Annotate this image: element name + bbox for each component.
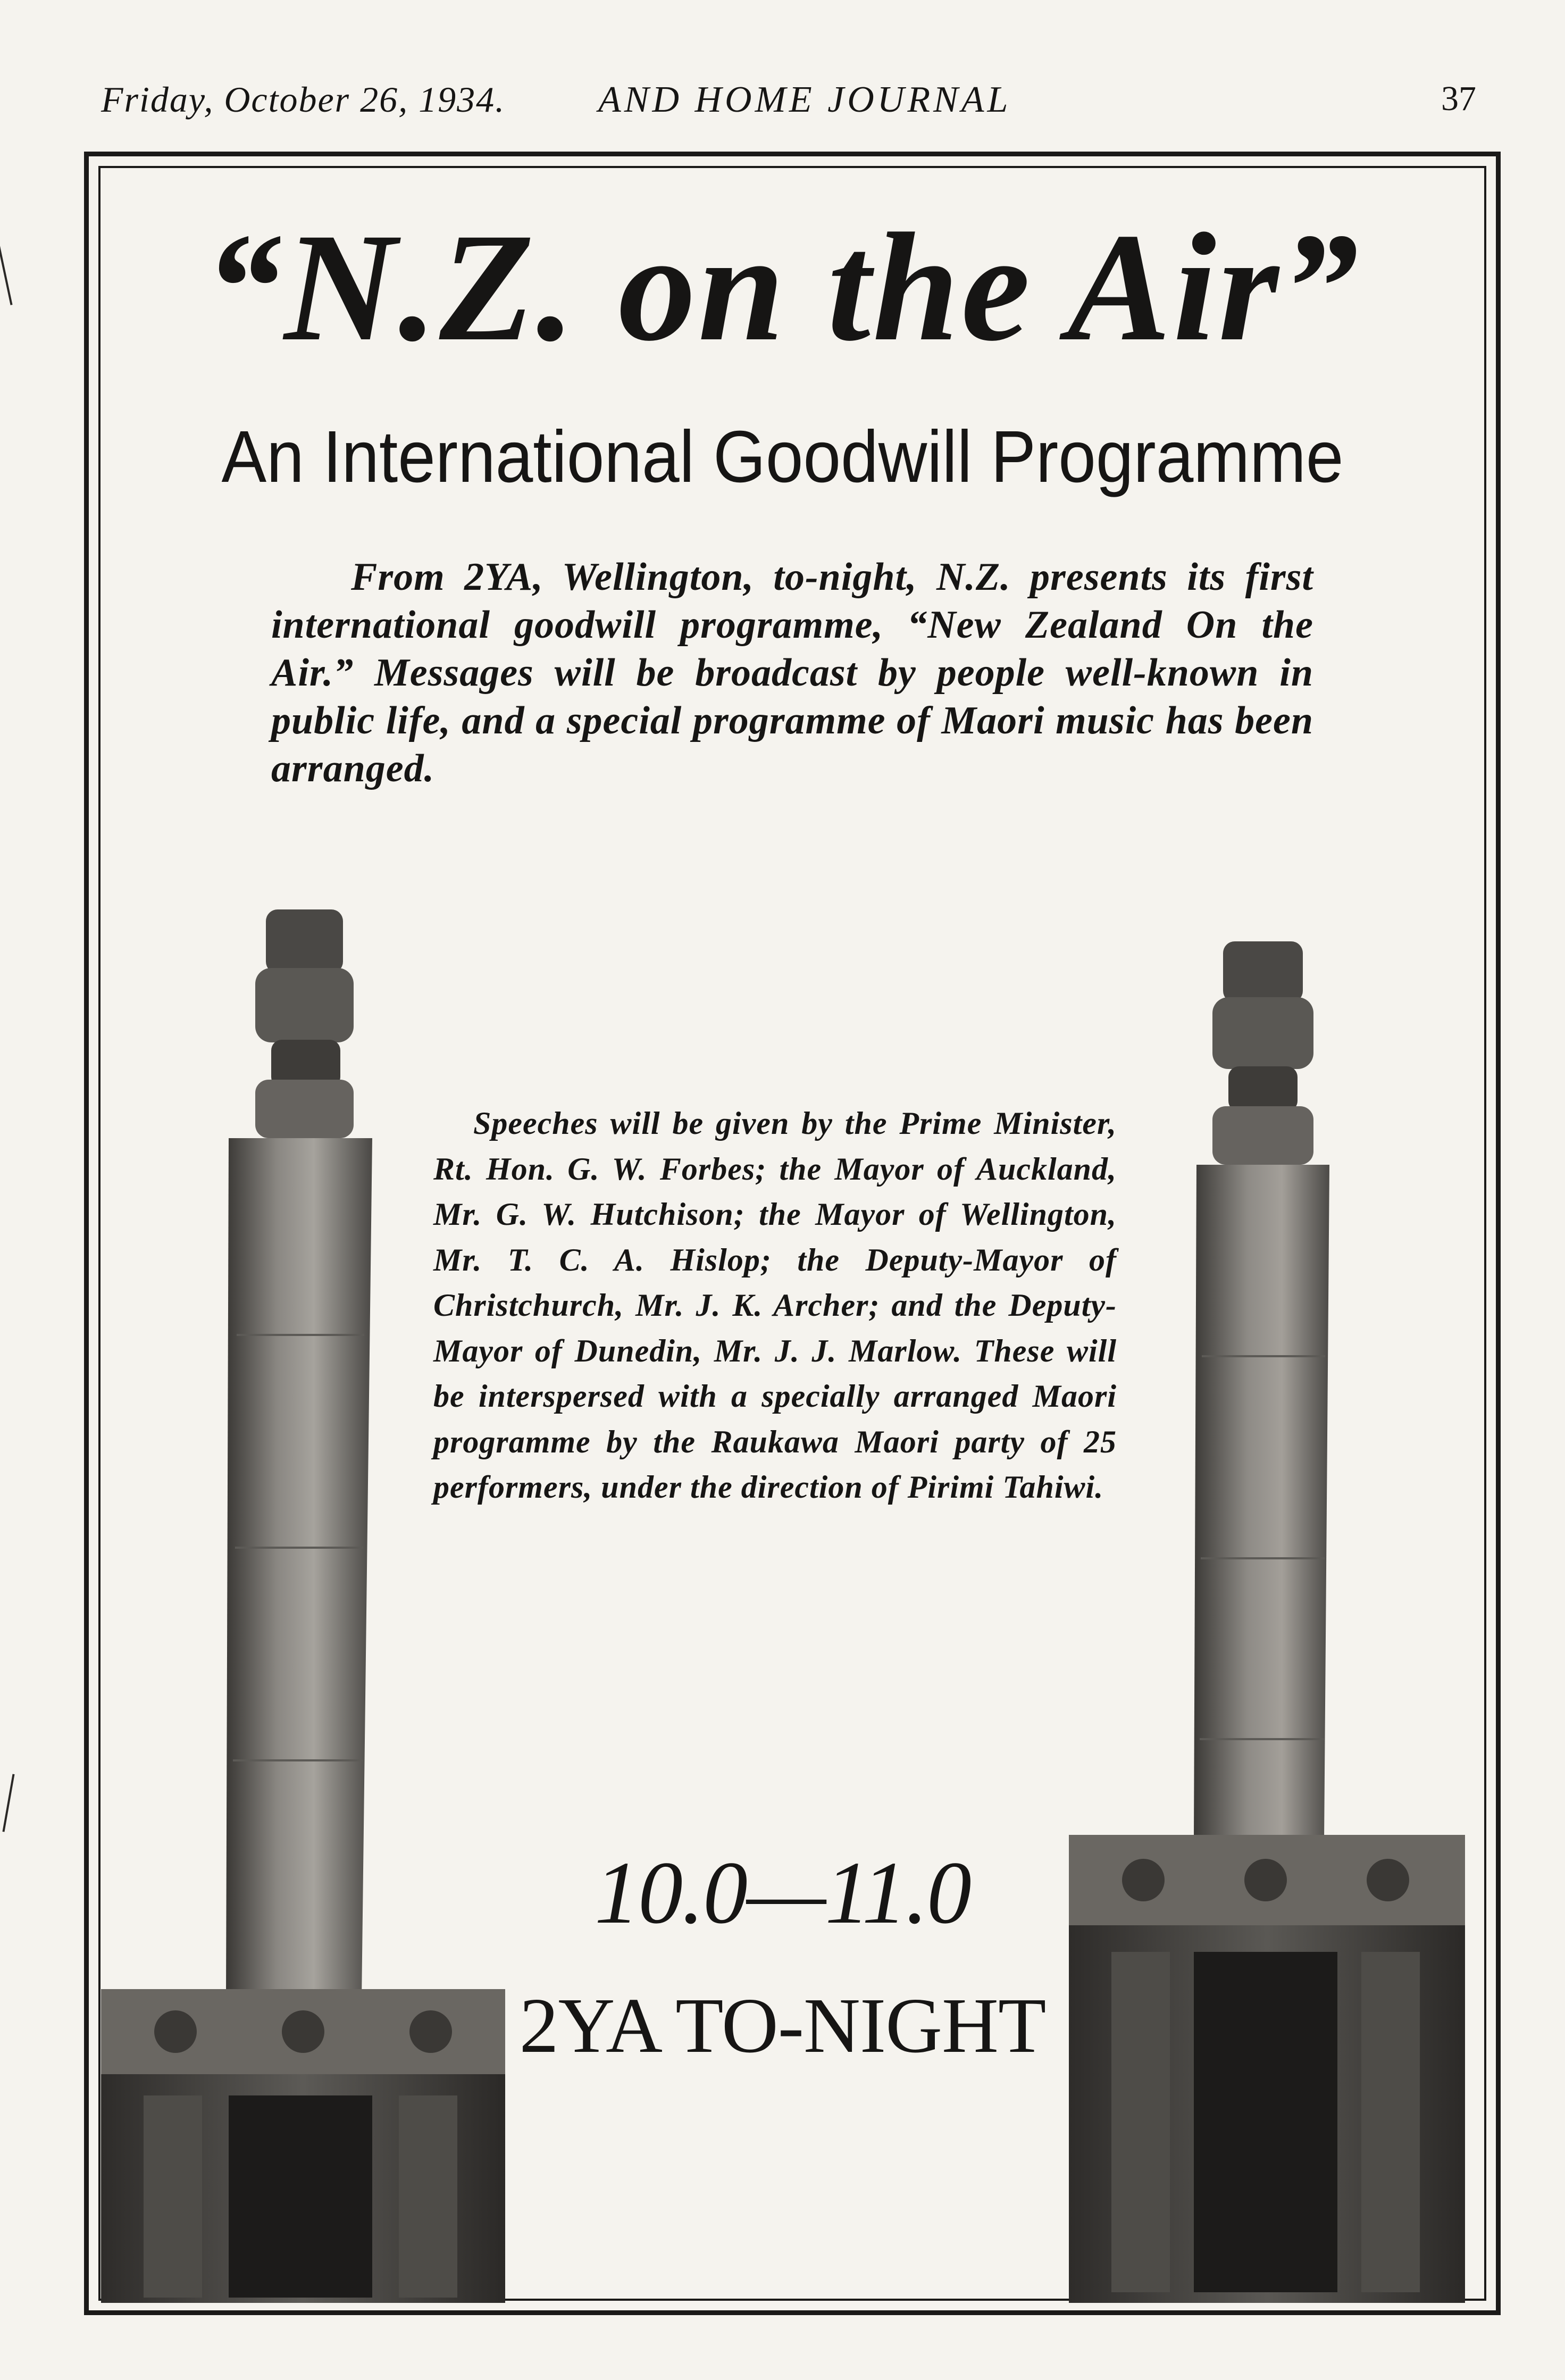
intro-paragraph: From 2YA, Wellington, to-night, N.Z. presents its first international goodwill programme, “New Zealand On the Air.” Messages will be broadcast by people well-known in public life, and a special programme of Maori music has been arranged. [271, 555, 1313, 790]
carved-pole-icon [1069, 941, 1473, 2303]
running-header [0, 79, 1565, 132]
issue-date: Friday, October 26, 1934. [101, 79, 506, 120]
right-carved-pole-illustration [1069, 941, 1473, 2303]
broadcast-time: 10.0—11.0 [595, 1843, 970, 1942]
broadcast-station: 2YA TO-NIGHT [519, 1982, 1046, 2069]
journal-title: AND HOME JOURNAL [598, 79, 1011, 120]
speeches-paragraph: Speeches will be given by the Prime Minister, Rt. Hon. G. W. Forbes; the Mayor of Auckland, Mr. G. W. Hutchison; the Mayor of Wellington, Mr. T. C. A. Hislop; the Deputy-Mayor of Christchurch, Mr. J. K. Archer; and the Deputy-Mayor of Dunedin, Mr. J. J. Marlow. These will be interspersed with a specially arranged Maori programme by the Raukawa Maori party of 25 performers, under the direction of Pirimi Tahiwi. [433, 1106, 1117, 1505]
ad-headline: “N.Z. on the Air” [204, 202, 1361, 373]
page-number: 37 [1441, 79, 1476, 118]
scan-mark [2, 1774, 14, 1832]
ad-subheadline: An International Goodwill Programme [221, 416, 1344, 498]
